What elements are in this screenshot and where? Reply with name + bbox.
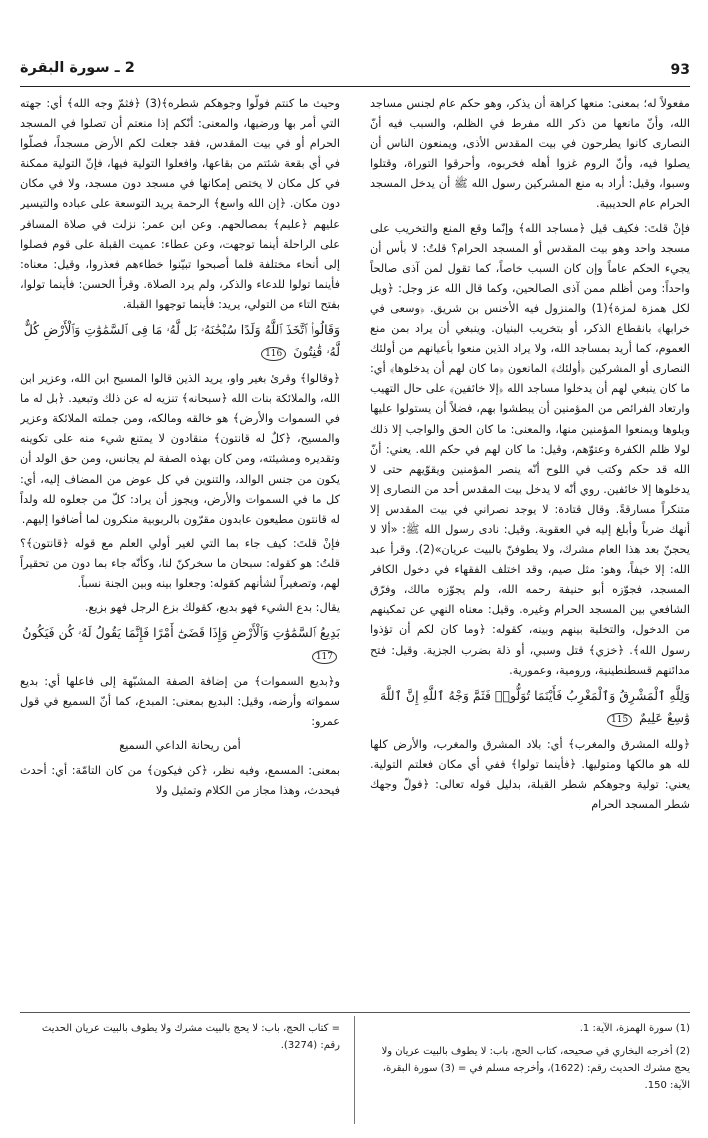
paragraph: فإنْ قلتَ: كيف جاء بما التي لغير أولي العلم مع قوله ﴿قانتون﴾؟ قلتُ: هو كقوله: سبحان ما سخركنّ لنا، وكأنّه جاء بما دون من تحقيراً لهم، وتصغيراً لشأنهم كقوله: وجعلوا بينه وبين الجنة نسباً. xyxy=(20,536,340,590)
page-header xyxy=(20,60,690,84)
paragraph: يقال: بدع الشيء فهو بديع، كقولك بزع الرجل فهو بزيع. xyxy=(84,601,340,615)
footnote-rule xyxy=(20,1012,690,1013)
paragraph: ﴿وقالوا﴾ وقرئ بغير واو، يريد الذين قالوا المسيح ابن الله، وعزير ابن الله، والملائكة بنات الله ﴿سبحانه﴾ تنزيه له عن ذلك وتبعيد. ﴿بل له ما في السموات والأرض﴾ هو خالقه ومالكه، ومن جملته الملائكة وعزير والمسيح، ﴿كلٌ له قانتون﴾ منقادون لا يمتنع شيء منه على تكوينه وتقديره ومشيئته، ومن كان بهذه الصفة لم يجانس، ومن حق الولد أن يكون من جنس الوالد، والتنوين في كل عوض من المضاف إليه، أي: كل ما في السموات والأرض، ويجوز أن يراد: كلّ من جعلوه لله ولداً له قانتون مطيعون عابدون مقرّون بالربوبية منكرون لما أضافوا إليهم. xyxy=(20,372,340,526)
footnotes-left xyxy=(20,1020,340,1060)
left-column xyxy=(20,94,340,999)
footnote-1: (1) سورة الهمزة، الآية: 1. xyxy=(579,1023,690,1034)
verse-number-badge: 116 xyxy=(261,347,286,361)
header-rule xyxy=(20,86,690,87)
footnotes-right xyxy=(364,1020,690,1100)
paragraph: بمعنى: المسمع، وفيه نظر، ﴿كن فيكون﴾ من كان التامّة: أي: أحدث فيحدث، وهذا مجاز من الكلام وتمثيل ولا xyxy=(20,763,340,797)
surah-title: 2 ـ سورة البقرة xyxy=(20,60,135,76)
paragraph: مفعولاً له؛ بمعنى: منعها كراهة أن يذكر، وهو حكم عام لجنس مساجد الله، وأنّ مانعها من ذكر الله مفرط في الظلم، والسبب فيه أنّ النصارى كانوا يطرحون في بيت المقدس الأذى، ويمنعون الناس أن يصلوا فيه، وأنّ الروم غزوا أهله فخربوه، وأحرقوا التوراة، وقتلوا وسبوا، وقيل: أراد به منع المشركين رسول الله ﷺ أن يدخل المسجد الحرام عام الحديبية. xyxy=(370,97,690,211)
verse-number-badge: 117 xyxy=(312,650,337,664)
paragraph: فإنْ قلتَ: فكيف قيل ﴿مساجد الله﴾ وإنّما وقع المنع والتخريب على مسجد واحد وهو بيت المقدس أو المسجد الحرام؟ قلتُ: لا بأس أن يجيء الحكم عاماً وإن كان السبب خاصاً، كما تقول لمن آذى صالحاً واحداً: ومن أظلم ممن آذى الصالحين، وكما قال الله عز وجل: ﴿ويل لكل همزة لمزة﴾(1) والمنزول فيه الأخنس بن شريق. ﴿وسعى في خرابها﴾ بانقطاع الذكر، أو بتخريب البنيان. وينبغي أن يراد بمن منع العموم، كما أريد بمساجد الله، ولا يراد الذين منعوا بأعيانهم من أولئك النصارى أو المشركين ﴿أولئك﴾ المانعون ﴿ما كان لهم أن يدخلوها﴾ أي: ما كان ينبغي لهم أن يدخلوا مساجد الله ﴿إلا خائفين﴾ على حال التهيب وارتعاد الفرائص من المؤمنين أن يبطشوا بهم، فضلاً أن يستولوا عليها ويلوها ويمنعوا المؤمنين منها، والمعنى: ما كان الحق والواجب إلا ذلك لولا ظلم الكفرة وعتوّهم، وقيل: ما كان لهم في حكم الله. يعني: أنّ الله قد حكم وكتب في اللوح أنّه ينصر المؤمنين ويقوّيهم حتى لا يدخلوها إلا خائفين. روي أنّه لا يدخل بيت المقدس أحد من النصارى إلا متنكراً مسارقةً. وقال قتادة: لا يوجد نصراني في بيت المقدس إلا أنهك ضرباً وأبلغ إليه في العقوبة. وقيل: نادى رسول الله ﷺ: «ألا لا يحجنّ بعد هذا العام مشرك، ولا يطوفنّ بالبيت عريان»(2). وقرأ عبد الله: إلا خيفاً، وهو: مثل صيم، وقد اختلف الفقهاء في دخول الكافر المسجد، فجوّزه أبو حنيفة رحمه الله، ولم يجوّزه مالك، وفرّق الشافعي بين المسجد الحرام وغيره. وقيل: معناه النهي عن تمكينهم من الدخول، والتخلية بينهم وبينه، كقوله: ﴿وما كان لكم أن تؤذوا رسول الله﴾. ﴿خزي﴾ قتل وسبي، أو ذلة بضرب الجزية. وقيل: فتح مدائنهم قسطنطينية، ورومية، وعمورية. xyxy=(370,221,690,677)
verse-text: بَدِيعُ ٱلسَّمَٰوَٰتِ وَٱلْأَرْضِ وَإِذَا قَضَىٰٓ أَمْرًا فَإِنَّمَا يَقُولُ لَهُۥ كُن فَيَكُونُ xyxy=(22,625,340,641)
verse-number-badge: 115 xyxy=(607,713,632,727)
right-column xyxy=(370,94,690,999)
quran-verse xyxy=(20,319,340,363)
quran-verse xyxy=(370,685,690,729)
page-number: 93 xyxy=(670,62,690,78)
quran-verse xyxy=(20,622,340,666)
verse-text: وَقَالُوا۟ ٱتَّخَذَ ٱللَّهُ وَلَدًا سُبْحَٰنَهُۥ بَل لَّهُۥ مَا فِى ٱلسَّمَٰوَٰتِ وَٱلْأَرْضِ كُلٌّ لَّهُۥ قَٰنِتُونَ xyxy=(23,322,340,360)
paragraph: ﴿ولله المشرق والمغرب﴾ أي: بلاد المشرق والمغرب، والأرض كلها لله هو مالكها ومتوليها. ﴿فأينما تولوا﴾ ففي أي مكان فعلتم التولية. يعني: تولية وجوهكم شطر القبلة، بدليل قوله تعالى: ﴿فولّ وجهك شطر المسجد الحرام xyxy=(370,737,690,811)
footnote-2: (2) أخرجه البخاري في صحيحه، كتاب الحج، باب: لا يطوف بالبيت عريان ولا يحج مشرك الحديث رقم: (1622)، وأخرجه مسلم في = (3) سورة البقرة، الآية: 150. xyxy=(381,1046,690,1091)
paragraph: وحيث ما كنتم فولّوا وجوهكم شطره﴾(3) ﴿فثمّ وجه الله﴾ أي: جهته التي أمر بها ورضيها، والمعنى: أنّكم إذا منعتم أن تصلوا في المسجد الحرام أو في بيت المقدس، فقد جعلت لكم الأرض مسجداً، فصلّوا في أي بقعة شئتم من بقاعها، وافعلوا التولية فيها، فإنّ التولية ممكنة في كل مكان لا يختص إمكانها في مسجد دون مسجد، ولا في مكان دون مكان. ﴿إن الله واسع﴾ الرحمة يريد التوسعة على عباده والتيسير عليهم ﴿عليم﴾ بمصالحهم. وعن ابن عمر: نزلت في صلاة المسافر على الراحلة أينما توجهت، وعن عطاء: عميت القبلة على قوم فصلوا إلى أنحاء مختلفة فلما أصبحوا تبيّنوا خطاءهم فعذروا، وقيل: معناه: فأينما تولوا للدعاء والذكر، ولم يرد الصلاة. وقرأ الحسن: فأينما تولوا، بفتح التاء من التولي، يريد: فأينما توجهوا القبلة. xyxy=(20,97,340,311)
verse-text: وَلِلَّهِ ٱلْمَشْرِقُ وَٱلْمَغْرِبُ فَأَيْنَمَا تُوَلُّوا۟ فَثَمَّ وَجْهُ ٱللَّهِ إِنَّ ٱللَّهَ وَٰسِعٌ عَلِيمٌ xyxy=(379,687,690,725)
footnote-continuation: = كتاب الحج، باب: لا يحج بالبيت مشرك ولا يطوف بالبيت عريان الحديث رقم: (3274). xyxy=(41,1023,340,1051)
footnote-divider xyxy=(354,1016,355,1124)
paragraph: و﴿بديع السموات﴾ من إضافة الصفة المشبّهة إلى فاعلها أي: بديع سمواته وأرضه، وقيل: البديع بمعنى: المبدع، كما أنّ السميع في قول عمرو: xyxy=(20,675,340,729)
poem-line: أمن ريحانة الداعي السميع xyxy=(119,739,241,753)
